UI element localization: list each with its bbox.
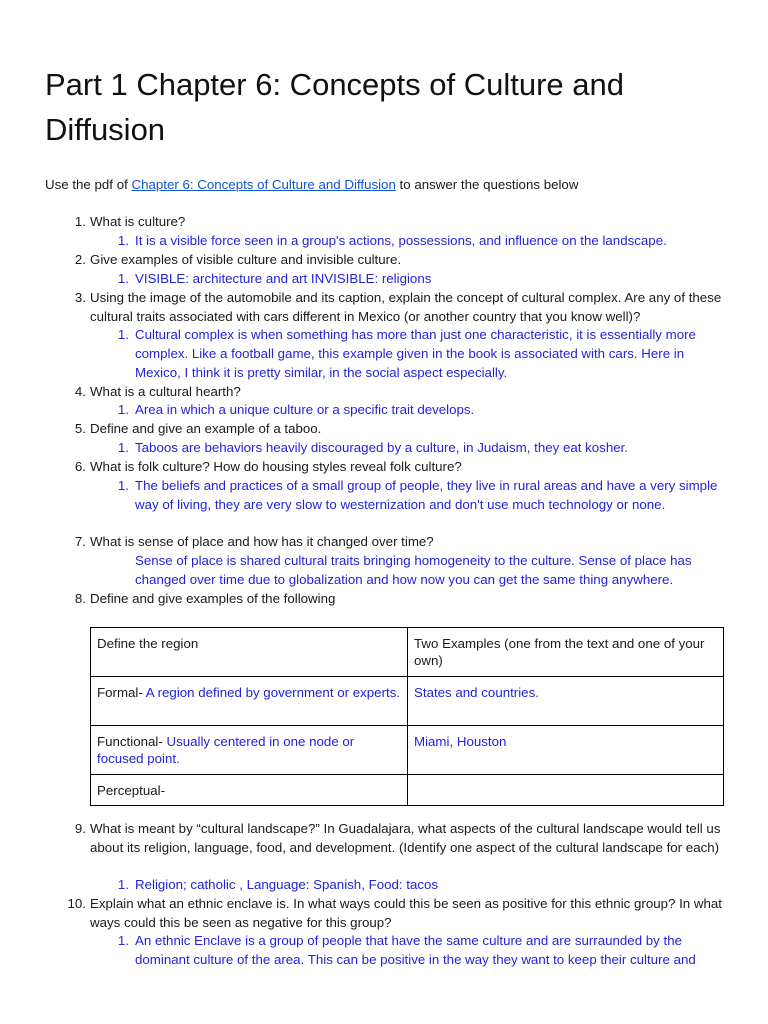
intro-before: Use the pdf of <box>45 177 132 192</box>
question-9 <box>74 820 730 858</box>
table-header-cell: Two Examples (one from the text and one of your own) <box>408 628 724 677</box>
question-4 <box>74 383 730 402</box>
answer-text: Taboos are behaviors heavily discouraged by a culture, in Judaism, they eat kosher. <box>135 440 629 455</box>
question-number: 4. <box>74 384 86 399</box>
question-number: 5. <box>74 421 86 436</box>
answer-number: 1. <box>117 478 129 493</box>
table-row <box>91 775 724 806</box>
question-text: Define and give an example of a taboo. <box>90 421 322 436</box>
question-3 <box>74 289 730 327</box>
question-number: 1. <box>74 214 86 229</box>
question-text: Explain what an ethnic enclave is. In what ways could this be seen as positive for this ethnic group? In what ways could this be seen as negative for this group? <box>90 896 722 930</box>
question-text: What is folk culture? How do housing styles reveal folk culture? <box>90 459 462 474</box>
question-text: What is sense of place and how has it changed over time? <box>90 534 434 549</box>
question-number: 8. <box>74 591 86 606</box>
table-row <box>91 726 724 775</box>
intro-text <box>45 175 578 194</box>
answer-text: An ethnic Enclave is a group of people that have the same culture and are surraunded by the dominant culture of the area. This can be positive in the way they want to keep their culture and <box>135 933 696 967</box>
table-row <box>91 677 724 726</box>
intro-after: to answer the questions below <box>395 177 579 192</box>
region-table <box>90 627 724 806</box>
answer-number: 1. <box>117 233 129 248</box>
table-cell <box>91 677 408 726</box>
page-title: Part 1 Chapter 6: Concepts of Culture and Diffusion <box>45 67 624 147</box>
answer-text: The beliefs and practices of a small group of people, they live in rural areas and have a very simple way of living, they are very slow to westernization and don't use much technology or none. <box>135 478 718 512</box>
answer-1 <box>117 232 725 251</box>
question-text: Define and give examples of the following <box>90 591 336 606</box>
answer-2 <box>117 270 725 289</box>
answer-6 <box>117 477 725 515</box>
region-label: Formal- <box>97 685 146 700</box>
question-number: 7. <box>74 534 86 549</box>
answer-3 <box>117 326 725 382</box>
answer-7: Sense of place is shared cultural traits bringing homogeneity to the culture. Sense of place has changed over time due to globalization and how now you can get the same thing anywhere. <box>135 553 692 587</box>
question-number: 3. <box>74 290 86 305</box>
answer-number: 1. <box>117 327 129 342</box>
answer-number: 1. <box>117 271 129 286</box>
table-header-row <box>91 628 724 677</box>
answer-text: It is a visible force seen in a group's actions, possessions, and influence on the landscape. <box>135 233 667 248</box>
table-cell <box>408 677 724 726</box>
question-6 <box>74 458 730 477</box>
region-definition: Usually centered in one node or focused point. <box>97 734 355 766</box>
answer-number: 1. <box>117 877 129 892</box>
chapter-link[interactable]: Chapter 6: Concepts of Culture and Diffusion <box>131 177 396 192</box>
question-1 <box>74 213 730 232</box>
question-2 <box>74 251 730 270</box>
question-number: 9. <box>74 821 86 836</box>
question-8 <box>74 590 730 609</box>
table-cell <box>91 775 408 806</box>
region-label: Perceptual- <box>97 783 165 798</box>
question-7 <box>74 533 730 552</box>
question-text: Using the image of the automobile and its caption, explain the concept of cultural complex. Are any of these cultural traits associated with cars different in Mexico (or another country that you know well)? <box>90 290 722 324</box>
table-header-cell: Define the region <box>91 628 408 677</box>
answer-10 <box>117 932 725 970</box>
answer-9 <box>117 876 725 895</box>
region-examples: Miami, Houston <box>414 734 507 749</box>
answer-5 <box>117 439 725 458</box>
answer-4 <box>117 401 725 420</box>
answer-number: 1. <box>117 440 129 455</box>
region-label: Functional- <box>97 734 167 749</box>
answer-text: VISIBLE: architecture and art INVISIBLE: religions <box>135 271 432 286</box>
table-cell <box>408 775 724 806</box>
question-5 <box>74 420 730 439</box>
question-text: Give examples of visible culture and invisible culture. <box>90 252 402 267</box>
question-number: 2. <box>74 252 86 267</box>
answer-text: Cultural complex is when something has more than just one characteristic, it is essentially more complex. Like a football game, this example given in the book is associated with cars. Here in Mexico, I think it is pretty similar, in the social aspect especially. <box>135 327 696 380</box>
answer-number: 1. <box>117 402 129 417</box>
table-cell <box>91 726 408 775</box>
question-number: 6. <box>74 459 86 474</box>
answer-text: Religion; catholic , Language: Spanish, Food: tacos <box>135 877 439 892</box>
region-definition: A region defined by government or experts. <box>145 685 401 700</box>
region-examples: States and countries. <box>414 685 539 700</box>
question-10 <box>67 895 730 933</box>
question-text: What is meant by “cultural landscape?” In Guadalajara, what aspects of the cultural landscape would tell us about its religion, language, food, and development. (Identify one aspect of the cultural landscape for each) <box>90 821 721 855</box>
question-text: What is a cultural hearth? <box>90 384 241 399</box>
answer-number: 1. <box>117 933 129 948</box>
question-text: What is culture? <box>90 214 186 229</box>
table-cell <box>408 726 724 775</box>
answer-text: Area in which a unique culture or a specific trait develops. <box>135 402 475 417</box>
question-number: 10. <box>67 896 86 911</box>
